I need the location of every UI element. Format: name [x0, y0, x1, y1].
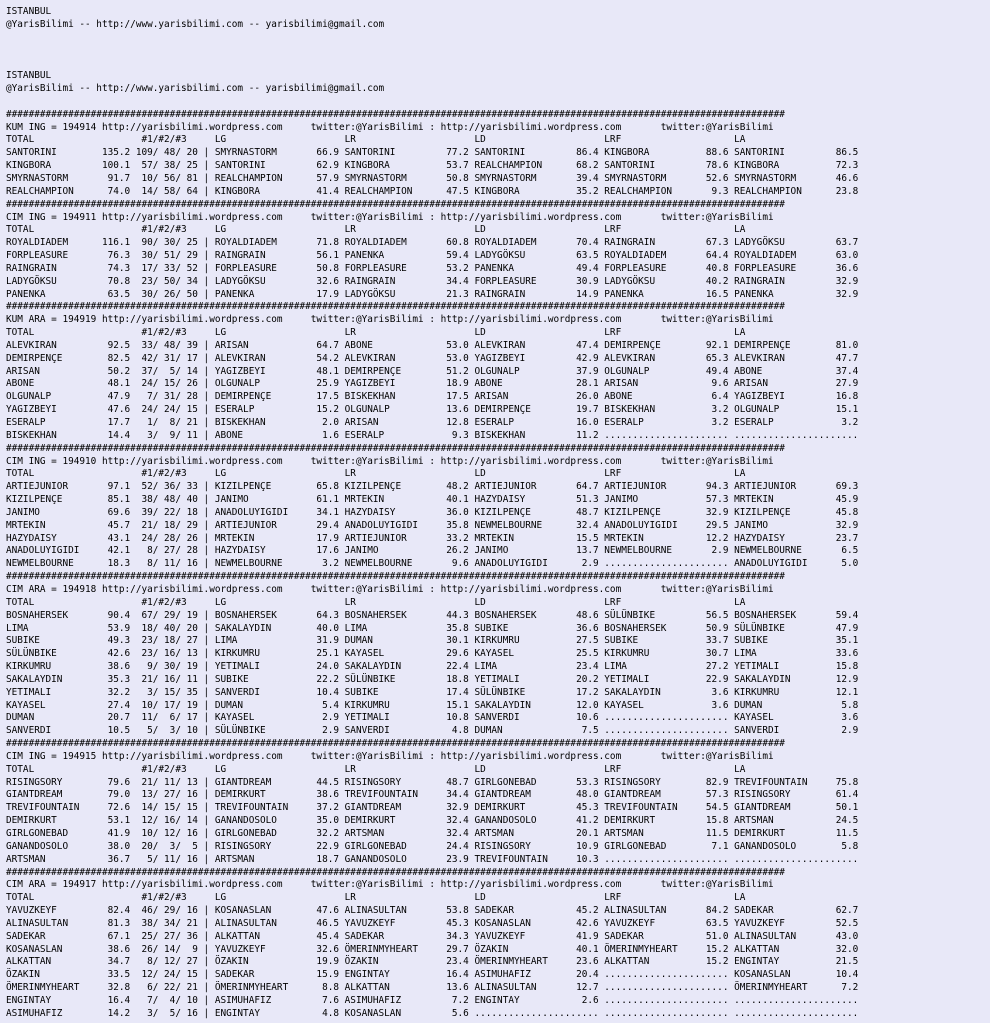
result-row: HAZYDAISY 43.1 24/ 28/ 26 | MRTEKIN 17.9 ARTIEJUNIOR 33.2 MRTEKIN 15.5 MRTEKIN 12.2 HAZYDAISY 23.7: [6, 532, 859, 544]
result-row: KIZILPENÇE 85.1 38/ 48/ 40 | JANIMO 61.1 MRTEKIN 40.1 HAZYDAISY 51.3 JANIMO 57.3 MRTEKIN 45.9: [6, 494, 859, 506]
result-row: MRTEKIN 45.7 21/ 18/ 29 | ARTIEJUNIOR 29.4 ANADOLUYIGIDI 35.8 NEWMELBOURNE 32.4 ANADOLUYIGIDI 29.5 JANIMO 32.9: [6, 519, 859, 531]
result-row: DEMIRPENÇE 82.5 42/ 31/ 17 | ALEVKIRAN 54.2 ALEVKIRAN 53.0 YAGIZBEYI 42.9 ALEVKIRAN 65.3 ALEVKIRAN 47.7: [6, 352, 859, 364]
result-row: RAINGRAIN 74.3 17/ 33/ 52 | FORPLEASURE 50.8 FORPLEASURE 53.2 PANENKA 49.4 FORPLEASURE 40.8 FORPLEASURE 36.6: [6, 262, 859, 274]
result-row: GANANDOSOLO 38.0 20/ 3/ 5 | RISINGSORY 22.9 GIRLGONEBAD 24.4 RISINGSORY 10.9 GIRLGONEBAD 7.1 GANANDOSOLO 5.8: [6, 840, 859, 852]
column-header-line: TOTAL #1/#2/#3 LG LR LD LRF LA: [6, 134, 746, 146]
result-row: BOSNAHERSEK 90.4 67/ 29/ 19 | BOSNAHERSEK 64.3 BOSNAHERSEK 44.3 BOSNAHERSEK 48.6 SÜLÜNBIKE 56.5 BOSNAHERSEK 59.4: [6, 609, 859, 621]
column-header-line: TOTAL #1/#2/#3 LG LR LD LRF LA: [6, 327, 746, 339]
header-line: [6, 45, 990, 58]
result-row: ALINASULTAN 81.3 38/ 34/ 21 | ALINASULTAN 46.5 YAVUZKEYF 45.3 KOSANASLAN 42.6 YAVUZKEYF 63.5 YAVUZKEYF 52.5: [6, 917, 859, 929]
result-row: ARTIEJUNIOR 97.1 52/ 36/ 33 | KIZILPENÇE 65.8 KIZILPENÇE 48.2 ARTIEJUNIOR 64.7 ARTIEJUNIOR 94.3 ARTIEJUNIOR 69.3: [6, 481, 859, 493]
result-row: SADEKAR 67.1 25/ 27/ 36 | ALKATTAN 45.4 SADEKAR 34.3 YAVUZKEYF 41.9 SADEKAR 51.0 ALINASULTAN 43.0: [6, 930, 859, 942]
race-title-line: KUM ING = 194914 http://yarisbilimi.wordpress.com twitter:@YarisBilimi : http://yarisbilimi.wordpress.com twitter:@YarisBilimi: [6, 121, 774, 133]
result-row: ALEVKIRAN 92.5 33/ 48/ 39 | ARISAN 64.7 ABONE 53.0 ALEVKIRAN 47.4 DEMIRPENÇE 92.1 DEMIRPENÇE 81.0: [6, 339, 859, 351]
result-row: NEWMELBOURNE 18.3 8/ 11/ 16 | NEWMELBOURNE 3.2 NEWMELBOURNE 9.6 ANADOLUYIGIDI 2.9 ...................... ANADOLUYIGIDI 5.0: [6, 558, 859, 570]
race-section-cim-ing-194915: [6, 738, 990, 866]
section-divider: ##########################################################################################################################################: [6, 108, 785, 120]
result-row: YAVUZKEYF 82.4 46/ 29/ 16 | KOSANASLAN 47.6 ALINASULTAN 53.8 SADEKAR 45.2 ALINASULTAN 84.2 SADEKAR 62.7: [6, 905, 859, 917]
result-row: ROYALDIADEM 116.1 90/ 30/ 25 | ROYALDIADEM 71.8 ROYALDIADEM 60.8 ROYALDIADEM 70.4 RAINGRAIN 67.3 LADYGÖKSU 63.7: [6, 237, 859, 249]
race-section-cim-ara-194918: [6, 571, 990, 738]
race-title-line: CIM ARA = 194917 http://yarisbilimi.wordpress.com twitter:@YarisBilimi : http://yarisbilimi.wordpress.com twitter:@YarisBilimi: [6, 879, 774, 891]
result-row: LADYGÖKSU 70.8 23/ 50/ 34 | LADYGÖKSU 32.6 RAINGRAIN 34.4 FORPLEASURE 30.9 LADYGÖKSU 40.2 RAINGRAIN 32.9: [6, 275, 859, 287]
result-row: PANENKA 63.5 30/ 26/ 50 | PANENKA 17.9 LADYGÖKSU 21.3 RAINGRAIN 14.9 PANENKA 16.5 PANENKA 32.9: [6, 288, 859, 300]
race-title-line: CIM ARA = 194918 http://yarisbilimi.wordpress.com twitter:@YarisBilimi : http://yarisbilimi.wordpress.com twitter:@YarisBilimi: [6, 583, 774, 595]
result-row: GIRLGONEBAD 41.9 10/ 12/ 16 | GIRLGONEBAD 32.2 ARTSMAN 32.4 ARTSMAN 20.1 ARTSMAN 11.5 DEMIRKURT 11.5: [6, 828, 859, 839]
header-line: [6, 96, 990, 109]
result-row: OLGUNALP 47.9 7/ 31/ 28 | DEMIRPENÇE 17.5 BISKEKHAN 17.5 ARISAN 26.0 ABONE 6.4 YAGIZBEYI 16.8: [6, 391, 859, 403]
header-line: @YarisBilimi -- http://www.yarisbilimi.com -- yarisbilimi@gmail.com: [6, 18, 385, 30]
race-section-kum-ara-194919: [6, 301, 990, 442]
header-line: ISTANBUL: [6, 70, 52, 82]
result-row: SMYRNASTORM 91.7 10/ 56/ 81 | REALCHAMPION 57.9 SMYRNASTORM 50.8 SMYRNASTORM 39.4 SMYRNASTORM 52.6 SMYRNASTORM 46.6: [6, 172, 859, 184]
column-header-line: TOTAL #1/#2/#3 LG LR LD LRF LA: [6, 892, 746, 904]
result-row: ÖMERINMYHEART 32.8 6/ 22/ 21 | ÖMERINMYHEART 8.8 ALKATTAN 13.6 ALINASULTAN 12.7 ...................... ÖMERINMYHEART 7.2: [6, 982, 859, 994]
race-title-line: KUM ARA = 194919 http://yarisbilimi.wordpress.com twitter:@YarisBilimi : http://yarisbilimi.wordpress.com twitter:@YarisBilimi: [6, 314, 774, 326]
column-header-line: TOTAL #1/#2/#3 LG LR LD LRF LA: [6, 224, 746, 236]
result-row: ÖZAKIN 33.5 12/ 24/ 15 | SADEKAR 15.9 ENGINTAY 16.4 ASIMUHAFIZ 20.4 ...................... KOSANASLAN 10.4: [6, 969, 859, 981]
result-row: DEMIRKURT 53.1 12/ 16/ 14 | GANANDOSOLO 35.0 DEMIRKURT 32.4 GANANDOSOLO 41.2 DEMIRKURT 15.8 ARTSMAN 24.5: [6, 815, 859, 827]
result-row: ASIMUHAFIZ 14.2 3/ 5/ 16 | ENGINTAY 4.8 KOSANASLAN 5.6 ...................... ...................... ......................: [6, 1007, 859, 1019]
result-row: BISKEKHAN 14.4 3/ 9/ 11 | ABONE 1.6 ESERALP 9.3 BISKEKHAN 11.2 ...................... ......................: [6, 429, 859, 441]
section-divider: ##########################################################################################################################################: [6, 738, 785, 750]
result-row: ALKATTAN 34.7 8/ 12/ 27 | ÖZAKIN 19.9 ÖZAKIN 23.4 ÖMERINMYHEART 23.6 ALKATTAN 15.2 ENGINTAY 21.5: [6, 956, 859, 968]
result-row: KINGBORA 100.1 57/ 38/ 25 | SANTORINI 62.9 KINGBORA 53.7 REALCHAMPION 68.2 SANTORINI 78.6 KINGBORA 72.3: [6, 160, 859, 172]
column-header-line: TOTAL #1/#2/#3 LG LR LD LRF LA: [6, 596, 746, 608]
page-header: [6, 6, 990, 109]
result-row: SANVERDI 10.5 5/ 3/ 10 | SÜLÜNBIKE 2.9 SANVERDI 4.8 DUMAN 7.5 ...................... SANVERDI 2.9: [6, 725, 859, 737]
result-row: RISINGSORY 79.6 21/ 11/ 13 | GIANTDREAM 44.5 RISINGSORY 48.7 GIRLGONEBAD 53.3 RISINGSORY 82.9 TREVIFOUNTAIN 75.8: [6, 776, 859, 788]
section-divider: ##########################################################################################################################################: [6, 198, 785, 210]
result-row: SAKALAYDIN 35.3 21/ 16/ 11 | SUBIKE 22.2 SÜLÜNBIKE 18.8 YETIMALI 20.2 YETIMALI 22.9 SAKALAYDIN 12.9: [6, 673, 859, 685]
result-row: DUMAN 20.7 11/ 6/ 17 | KAYASEL 2.9 YETIMALI 10.8 SANVERDI 10.6 ...................... KAYASEL 3.6: [6, 712, 859, 724]
result-row: SUBIKE 49.3 23/ 18/ 27 | LIMA 31.9 DUMAN 30.1 KIRKUMRU 27.5 SUBIKE 33.7 SUBIKE 35.1: [6, 635, 859, 647]
result-row: KIRKUMRU 38.6 9/ 30/ 19 | YETIMALI 24.0 SAKALAYDIN 22.4 LIMA 23.4 LIMA 27.2 YETIMALI 15.8: [6, 661, 859, 673]
header-line: ISTANBUL: [6, 6, 52, 17]
result-row: KAYASEL 27.4 10/ 17/ 19 | DUMAN 5.4 KIRKUMRU 15.1 SAKALAYDIN 12.0 KAYASEL 3.6 DUMAN 5.8: [6, 699, 859, 711]
result-row: YETIMALI 32.2 3/ 15/ 35 | SANVERDI 10.4 SUBIKE 17.4 SÜLÜNBIKE 17.2 SAKALAYDIN 3.6 KIRKUMRU 12.1: [6, 686, 859, 698]
result-row: ARTSMAN 36.7 5/ 11/ 16 | ARTSMAN 18.7 GANANDOSOLO 23.9 TREVIFOUNTAIN 10.3 ...................... ......................: [6, 853, 859, 865]
section-divider: ##########################################################################################################################################: [6, 866, 785, 878]
race-title-line: CIM ING = 194915 http://yarisbilimi.wordpress.com twitter:@YarisBilimi : http://yarisbilimi.wordpress.com twitter:@YarisBilimi: [6, 750, 774, 762]
result-row: GIANTDREAM 79.0 13/ 27/ 16 | DEMIRKURT 38.6 TREVIFOUNTAIN 34.4 GIANTDREAM 48.0 GIANTDREAM 57.3 RISINGSORY 61.4: [6, 789, 859, 801]
race-section-cim-ing-194911: [6, 199, 990, 302]
result-row: ARISAN 50.2 37/ 5/ 14 | YAGIZBEYI 48.1 DEMIRPENÇE 51.2 OLGUNALP 37.9 OLGUNALP 49.4 ABONE 37.4: [6, 365, 859, 377]
race-section-cim-ing-194910: [6, 443, 990, 571]
result-row: FORPLEASURE 76.3 30/ 51/ 29 | RAINGRAIN 56.1 PANENKA 59.4 LADYGÖKSU 63.5 ROYALDIADEM 64.4 ROYALDIADEM 63.0: [6, 250, 859, 262]
result-row: REALCHAMPION 74.0 14/ 58/ 64 | KINGBORA 41.4 REALCHAMPION 47.5 KINGBORA 35.2 REALCHAMPION 9.3 REALCHAMPION 23.8: [6, 185, 859, 197]
result-row: ESERALP 17.7 1/ 8/ 21 | BISKEKHAN 2.0 ARISAN 12.8 ESERALP 16.0 ESERALP 3.2 ESERALP 3.2: [6, 417, 859, 428]
section-divider: ##########################################################################################################################################: [6, 442, 785, 454]
result-row: KOSANASLAN 38.6 26/ 14/ 9 | YAVUZKEYF 32.6 ÖMERINMYHEART 29.7 ÖZAKIN 40.1 ÖMERINMYHEART 15.2 ALKATTAN 32.0: [6, 943, 859, 955]
result-row: SANTORINI 135.2 109/ 48/ 20 | SMYRNASTORM 66.9 SANTORINI 77.2 SANTORINI 86.4 KINGBORA 88.6 SANTORINI 86.5: [6, 147, 859, 159]
header-line: [6, 57, 990, 70]
column-header-line: TOTAL #1/#2/#3 LG LR LD LRF LA: [6, 468, 746, 480]
race-title-line: CIM ING = 194910 http://yarisbilimi.wordpress.com twitter:@YarisBilimi : http://yarisbilimi.wordpress.com twitter:@YarisBilimi: [6, 455, 774, 467]
result-row: YAGIZBEYI 47.6 24/ 24/ 15 | ESERALP 15.2 OLGUNALP 13.6 DEMIRPENÇE 19.7 BISKEKHAN 3.2 OLGUNALP 15.1: [6, 404, 859, 416]
result-row: JANIMO 69.6 39/ 22/ 18 | ANADOLUYIGIDI 34.1 HAZYDAISY 36.0 KIZILPENÇE 48.7 KIZILPENÇE 32.9 KIZILPENÇE 45.8: [6, 506, 859, 518]
result-row: TREVIFOUNTAIN 72.6 14/ 15/ 15 | TREVIFOUNTAIN 37.2 GIANTDREAM 32.9 DEMIRKURT 45.3 TREVIFOUNTAIN 54.5 GIANTDREAM 50.1: [6, 802, 859, 814]
section-divider: ##########################################################################################################################################: [6, 571, 785, 583]
header-line: [6, 32, 990, 45]
result-row: LIMA 53.9 18/ 40/ 20 | SAKALAYDIN 40.0 LIMA 35.8 SUBIKE 36.6 BOSNAHERSEK 50.9 SÜLÜNBIKE 47.9: [6, 622, 859, 634]
header-line: @YarisBilimi -- http://www.yarisbilimi.com -- yarisbilimi@gmail.com: [6, 83, 385, 95]
race-section-cim-ara-194917: [6, 867, 990, 1021]
race-section-kum-ing-194914: [6, 109, 990, 199]
result-row: ENGINTAY 16.4 7/ 4/ 10 | ASIMUHAFIZ 7.6 ASIMUHAFIZ 7.2 ENGINTAY 2.6 ...................... ......................: [6, 994, 859, 1006]
section-divider: ##########################################################################################################################################: [6, 301, 785, 313]
result-row: ABONE 48.1 24/ 15/ 26 | OLGUNALP 25.9 YAGIZBEYI 18.9 ABONE 28.1 ARISAN 9.6 ARISAN 27.9: [6, 378, 859, 390]
race-title-line: CIM ING = 194911 http://yarisbilimi.wordpress.com twitter:@YarisBilimi : http://yarisbilimi.wordpress.com twitter:@YarisBilimi: [6, 211, 774, 223]
result-row: SÜLÜNBIKE 42.6 23/ 16/ 13 | KIRKUMRU 25.1 KAYASEL 29.6 KAYASEL 25.5 KIRKUMRU 30.7 LIMA 33.6: [6, 648, 859, 660]
result-row: ANADOLUYIGIDI 42.1 8/ 27/ 28 | HAZYDAISY 17.6 JANIMO 26.2 JANIMO 13.7 NEWMELBOURNE 2.9 NEWMELBOURNE 6.5: [6, 545, 859, 557]
column-header-line: TOTAL #1/#2/#3 LG LR LD LRF LA: [6, 763, 746, 775]
